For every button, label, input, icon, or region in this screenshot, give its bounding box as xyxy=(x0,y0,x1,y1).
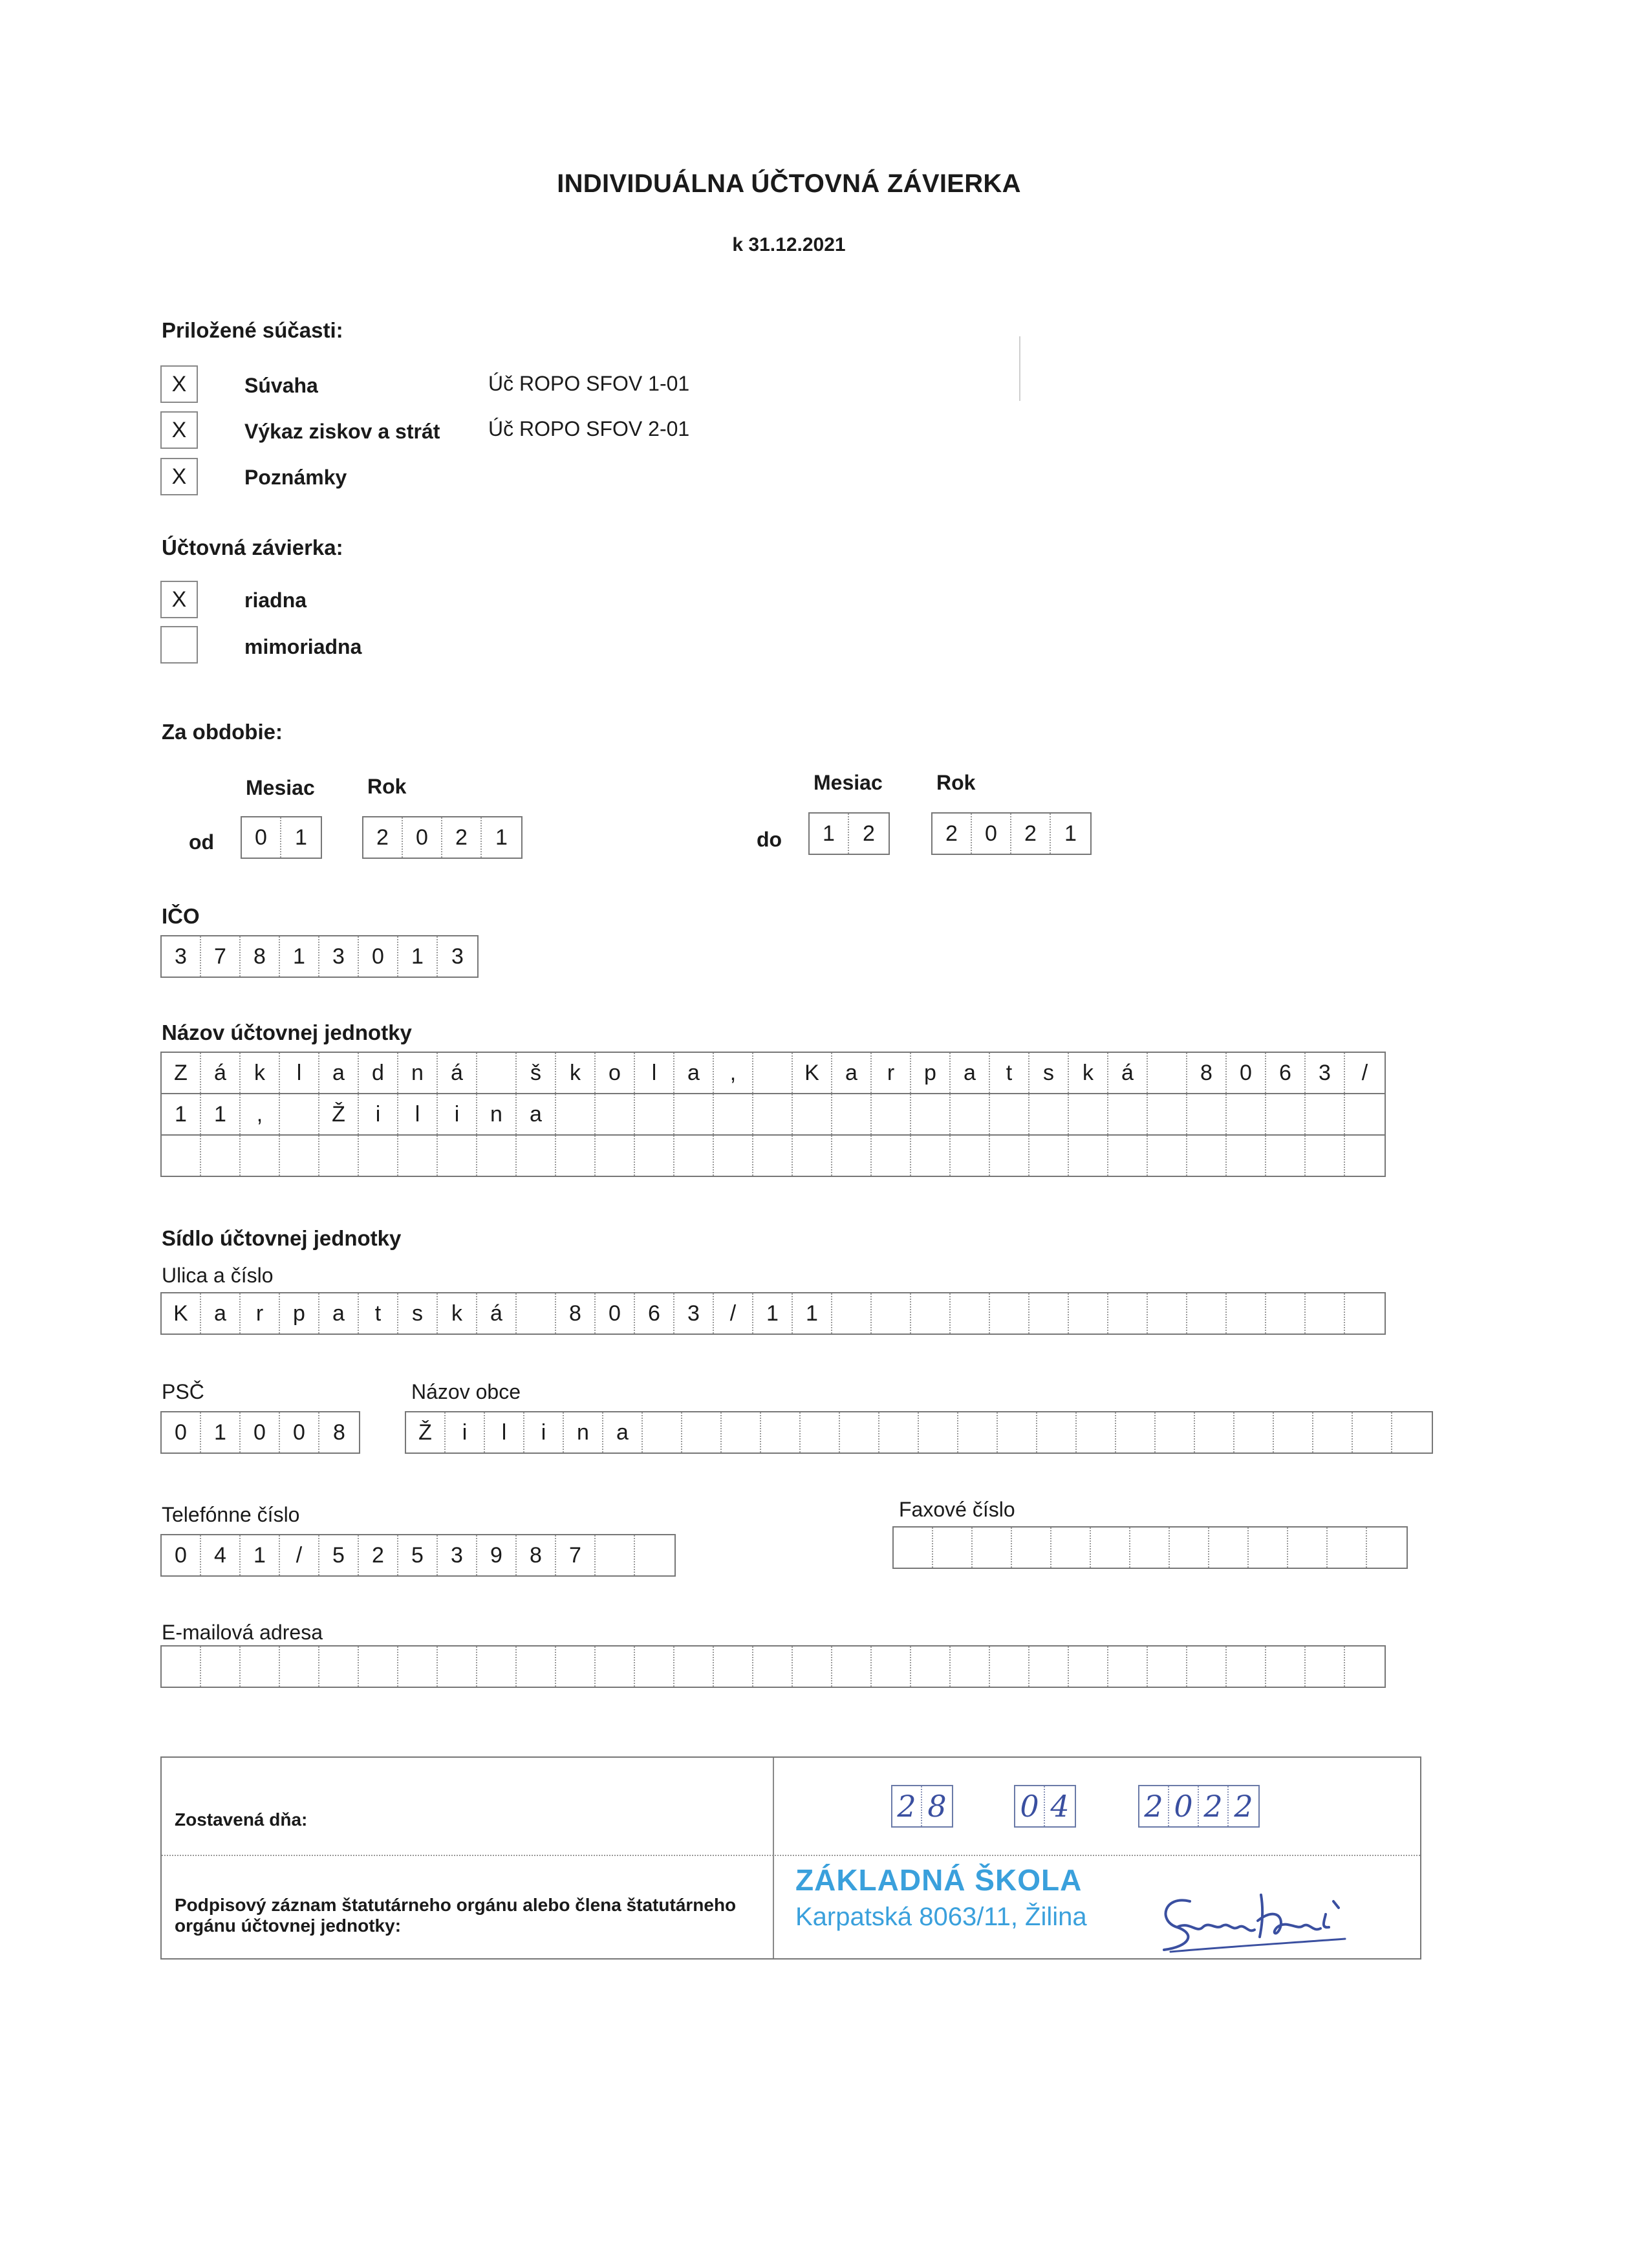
handwritten-signature xyxy=(1151,1875,1371,1960)
char-cell xyxy=(674,1136,714,1176)
char-cell: r xyxy=(241,1293,280,1334)
char-cell xyxy=(911,1094,951,1134)
char-cell xyxy=(714,1094,753,1134)
char-cell xyxy=(911,1293,951,1334)
char-cell xyxy=(1051,1528,1091,1568)
char-cell xyxy=(517,1293,556,1334)
digit-cell: 0 xyxy=(280,1412,319,1453)
digit-cell: 3 xyxy=(319,936,359,977)
signature-record-label: Podpisový záznam štatutárneho orgánu alebo člena štatutárneho orgánu účtovnej jednotky: xyxy=(175,1895,737,1936)
char-cell xyxy=(1077,1412,1116,1453)
closure-label-riadna: riadna xyxy=(244,589,307,612)
char-cell: 1 xyxy=(241,1535,280,1575)
char-cell xyxy=(682,1412,722,1453)
compiled-day-boxes[interactable] xyxy=(891,1785,953,1828)
char-cell xyxy=(1187,1647,1227,1687)
char-cell xyxy=(1227,1647,1266,1687)
char-cell: á xyxy=(477,1293,517,1334)
char-cell xyxy=(1227,1293,1266,1334)
checkbox-poznamky[interactable]: X xyxy=(160,458,198,495)
char-cell xyxy=(517,1647,556,1687)
from-year-boxes[interactable] xyxy=(362,816,523,859)
char-cell xyxy=(1091,1528,1130,1568)
char-cell xyxy=(990,1647,1029,1687)
char-cell xyxy=(1029,1293,1069,1334)
char-cell xyxy=(319,1136,359,1176)
char-cell xyxy=(832,1136,872,1176)
char-cell: / xyxy=(280,1535,319,1575)
char-cell: 4 xyxy=(201,1535,241,1575)
table-divider xyxy=(773,1758,774,1958)
char-cell: Ž xyxy=(319,1094,359,1134)
char-cell xyxy=(1148,1293,1187,1334)
fax-boxes[interactable] xyxy=(892,1526,1408,1569)
char-cell: a xyxy=(201,1293,241,1334)
digit-cell: 1 xyxy=(810,814,849,854)
to-month-label: Mesiac xyxy=(814,771,883,794)
stamp-school-name: ZÁKLADNÁ ŠKOLA xyxy=(795,1863,1083,1897)
char-cell: i xyxy=(359,1094,398,1134)
char-cell xyxy=(753,1136,793,1176)
char-cell xyxy=(477,1053,517,1093)
digit-cell: 0 xyxy=(359,936,398,977)
char-cell: 3 xyxy=(438,1535,477,1575)
char-cell xyxy=(1345,1293,1385,1334)
char-cell xyxy=(517,1136,556,1176)
char-cell: d xyxy=(359,1053,398,1093)
char-cell: 3 xyxy=(674,1293,714,1334)
char-cell xyxy=(635,1094,674,1134)
char-cell xyxy=(1288,1528,1328,1568)
char-cell xyxy=(832,1647,872,1687)
char-cell xyxy=(1306,1293,1345,1334)
document-date: k 31.12.2021 xyxy=(732,234,846,255)
digit-cell: 8 xyxy=(333,1420,345,1445)
char-cell xyxy=(1108,1094,1148,1134)
char-cell xyxy=(280,1094,319,1134)
char-cell xyxy=(872,1094,911,1134)
document-title: INDIVIDUÁLNA ÚČTOVNÁ ZÁVIERKA xyxy=(557,169,1021,198)
city-boxes[interactable] xyxy=(405,1411,1433,1454)
char-cell xyxy=(438,1647,477,1687)
char-cell xyxy=(162,1647,201,1687)
char-cell xyxy=(1266,1293,1306,1334)
char-cell: o xyxy=(596,1053,635,1093)
digit-cell: 3 xyxy=(162,936,201,977)
char-cell xyxy=(1029,1647,1069,1687)
char-cell xyxy=(1069,1647,1108,1687)
char-cell xyxy=(1187,1136,1227,1176)
char-cell xyxy=(919,1412,958,1453)
char-cell xyxy=(280,1136,319,1176)
digit-cell: 4 xyxy=(1050,1789,1070,1824)
stamp-school-address: Karpatská 8063/11, Žilina xyxy=(795,1903,1087,1931)
char-cell xyxy=(872,1136,911,1176)
char-cell: 2 xyxy=(359,1535,398,1575)
char-cell xyxy=(998,1412,1037,1453)
char-cell: Z xyxy=(162,1053,201,1093)
attachments-heading: Priložené súčasti: xyxy=(162,318,343,342)
char-cell: t xyxy=(990,1053,1029,1093)
char-cell xyxy=(1012,1528,1051,1568)
digit-cell: 2 xyxy=(863,821,875,846)
char-cell: a xyxy=(319,1053,359,1093)
char-cell: n xyxy=(398,1053,438,1093)
table-divider xyxy=(162,1855,1420,1856)
char-cell xyxy=(241,1647,280,1687)
entity-name-heading: Názov účtovnej jednotky xyxy=(162,1021,412,1044)
char-cell xyxy=(556,1647,596,1687)
char-cell xyxy=(1148,1053,1187,1093)
char-cell: 7 xyxy=(556,1535,596,1575)
char-cell: , xyxy=(241,1094,280,1134)
char-cell xyxy=(793,1647,832,1687)
char-cell: 6 xyxy=(635,1293,674,1334)
char-cell xyxy=(635,1647,674,1687)
char-cell: s xyxy=(398,1293,438,1334)
char-cell xyxy=(1313,1412,1353,1453)
psc-label: PSČ xyxy=(162,1380,204,1403)
char-cell xyxy=(1069,1293,1108,1334)
char-cell xyxy=(753,1647,793,1687)
char-cell: / xyxy=(714,1293,753,1334)
char-cell xyxy=(933,1528,973,1568)
checkbox-vykaz[interactable]: X xyxy=(160,411,198,449)
digit-cell: 1 xyxy=(280,936,319,977)
char-cell xyxy=(1345,1136,1385,1176)
char-cell: , xyxy=(714,1053,753,1093)
char-cell: 9 xyxy=(477,1535,517,1575)
char-cell xyxy=(1069,1136,1108,1176)
char-cell xyxy=(477,1136,517,1176)
digit-cell: 2 xyxy=(1234,1789,1253,1824)
char-cell xyxy=(1306,1136,1345,1176)
checkbox-riadna[interactable]: X xyxy=(160,581,198,618)
char-cell xyxy=(477,1647,517,1687)
char-cell xyxy=(201,1136,241,1176)
to-year-label: Rok xyxy=(936,771,976,794)
char-cell: 8 xyxy=(1187,1053,1227,1093)
char-cell xyxy=(1345,1094,1385,1134)
char-cell xyxy=(556,1136,596,1176)
char-cell: K xyxy=(162,1293,201,1334)
phone-boxes[interactable] xyxy=(160,1534,676,1577)
char-cell xyxy=(894,1528,933,1568)
char-cell xyxy=(1130,1528,1170,1568)
char-cell xyxy=(1069,1094,1108,1134)
char-cell xyxy=(674,1647,714,1687)
char-cell xyxy=(1156,1412,1195,1453)
char-cell: a xyxy=(319,1293,359,1334)
char-cell xyxy=(201,1647,241,1687)
char-cell xyxy=(556,1094,596,1134)
char-cell: t xyxy=(359,1293,398,1334)
to-month-boxes[interactable] xyxy=(808,812,890,855)
compiled-date-label: Zostavená dňa: xyxy=(175,1809,308,1830)
char-cell xyxy=(1266,1094,1306,1134)
char-cell: n xyxy=(477,1094,517,1134)
char-cell: i xyxy=(524,1412,564,1453)
char-cell: l xyxy=(485,1412,524,1453)
digit-cell: 0 xyxy=(403,817,442,858)
digit-cell: 0 xyxy=(1015,1786,1045,1826)
entity-name-row-3[interactable] xyxy=(160,1134,1386,1177)
to-label: do xyxy=(757,828,782,851)
email-label: E-mailová adresa xyxy=(162,1621,323,1644)
char-cell: i xyxy=(438,1094,477,1134)
char-cell: l xyxy=(280,1053,319,1093)
checkbox-mimoriadna[interactable] xyxy=(160,626,198,664)
char-cell: 1 xyxy=(162,1094,201,1134)
closure-label-mimoriadna: mimoriadna xyxy=(244,635,362,658)
digit-cell: 0 xyxy=(972,814,1011,854)
char-cell xyxy=(241,1136,280,1176)
char-cell xyxy=(1227,1136,1266,1176)
digit-cell: 7 xyxy=(201,936,241,977)
char-cell: á xyxy=(438,1053,477,1093)
char-cell xyxy=(1367,1528,1406,1568)
digit-cell: 2 xyxy=(1139,1786,1169,1826)
char-cell: k xyxy=(556,1053,596,1093)
char-cell xyxy=(1148,1136,1187,1176)
digit-cell: 2 xyxy=(932,814,972,854)
digit-cell: 8 xyxy=(927,1789,947,1824)
to-year-boxes[interactable] xyxy=(931,812,1092,855)
char-cell xyxy=(832,1094,872,1134)
digit-cell: 2 xyxy=(1011,814,1051,854)
char-cell: á xyxy=(1108,1053,1148,1093)
char-cell xyxy=(596,1094,635,1134)
attachment-label-poznamky: Poznámky xyxy=(244,466,347,489)
char-cell xyxy=(722,1412,761,1453)
char-cell: p xyxy=(911,1053,951,1093)
char-cell xyxy=(162,1136,201,1176)
char-cell: k xyxy=(1069,1053,1108,1093)
char-cell xyxy=(596,1535,635,1575)
compiled-month-boxes[interactable] xyxy=(1014,1785,1076,1828)
char-cell xyxy=(674,1094,714,1134)
scan-mark xyxy=(1019,336,1020,401)
char-cell xyxy=(1108,1136,1148,1176)
char-cell xyxy=(635,1136,674,1176)
char-cell xyxy=(872,1293,911,1334)
compiled-year-boxes[interactable] xyxy=(1138,1785,1260,1828)
char-cell xyxy=(840,1412,879,1453)
digit-cell: 2 xyxy=(442,817,482,858)
from-year-label: Rok xyxy=(367,775,407,798)
char-cell xyxy=(1029,1094,1069,1134)
from-label: od xyxy=(189,830,215,854)
ico-boxes[interactable] xyxy=(160,935,479,978)
char-cell xyxy=(1306,1647,1345,1687)
entity-name-row-2[interactable] xyxy=(160,1093,1386,1136)
char-cell: k xyxy=(438,1293,477,1334)
char-cell xyxy=(879,1412,919,1453)
char-cell xyxy=(1209,1528,1249,1568)
char-cell: 8 xyxy=(517,1535,556,1575)
digit-cell: 1 xyxy=(495,825,508,850)
char-cell: l xyxy=(635,1053,674,1093)
char-cell xyxy=(1116,1412,1156,1453)
char-cell xyxy=(990,1136,1029,1176)
digit-cell: 0 xyxy=(1169,1786,1199,1826)
char-cell xyxy=(280,1647,319,1687)
char-cell: a xyxy=(517,1094,556,1134)
char-cell: 1 xyxy=(753,1293,793,1334)
char-cell: p xyxy=(280,1293,319,1334)
char-cell: 1 xyxy=(201,1094,241,1134)
char-cell: / xyxy=(1361,1060,1368,1085)
phone-label: Telefónne číslo xyxy=(162,1503,300,1526)
char-cell: 3 xyxy=(1306,1053,1345,1093)
char-cell xyxy=(1195,1412,1234,1453)
char-cell: a xyxy=(674,1053,714,1093)
char-cell xyxy=(1274,1412,1313,1453)
char-cell xyxy=(1037,1412,1077,1453)
digit-cell: 1 xyxy=(1064,821,1077,846)
char-cell xyxy=(793,1094,832,1134)
attachment-label-vykaz: Výkaz ziskov a strát xyxy=(244,420,440,443)
email-boxes[interactable] xyxy=(160,1645,1386,1688)
char-cell xyxy=(911,1136,951,1176)
char-cell xyxy=(958,1412,998,1453)
char-cell xyxy=(951,1094,990,1134)
char-cell: á xyxy=(201,1053,241,1093)
char-cell xyxy=(1187,1293,1227,1334)
char-cell xyxy=(1227,1094,1266,1134)
char-cell xyxy=(635,1535,674,1575)
char-cell xyxy=(359,1136,398,1176)
char-cell xyxy=(1345,1647,1385,1687)
char-cell: 5 xyxy=(398,1535,438,1575)
checkbox-suvaha[interactable]: X xyxy=(160,365,198,403)
entity-name-row-1[interactable] xyxy=(160,1052,1386,1094)
char-cell: i xyxy=(446,1412,485,1453)
from-month-boxes[interactable] xyxy=(241,816,322,859)
char-cell: 0 xyxy=(162,1535,201,1575)
char-cell xyxy=(438,1136,477,1176)
char-cell: l xyxy=(398,1094,438,1134)
char-cell: a xyxy=(603,1412,643,1453)
char-cell xyxy=(1306,1094,1345,1134)
digit-cell: 3 xyxy=(451,944,464,969)
char-cell: 6 xyxy=(1266,1053,1306,1093)
char-cell xyxy=(801,1412,840,1453)
digit-cell: 2 xyxy=(892,1786,922,1826)
char-cell xyxy=(753,1094,793,1134)
digit-cell: 1 xyxy=(201,1412,241,1453)
char-cell xyxy=(753,1053,793,1093)
digit-cell: 2 xyxy=(363,817,403,858)
char-cell xyxy=(973,1528,1012,1568)
char-cell xyxy=(872,1647,911,1687)
char-cell: 0 xyxy=(1227,1053,1266,1093)
char-cell: 1 xyxy=(793,1293,832,1334)
char-cell xyxy=(1392,1412,1432,1453)
psc-boxes[interactable] xyxy=(160,1411,360,1454)
char-cell: K xyxy=(793,1053,832,1093)
char-cell: 8 xyxy=(556,1293,596,1334)
char-cell xyxy=(793,1136,832,1176)
char-cell xyxy=(1266,1647,1306,1687)
char-cell xyxy=(1148,1647,1187,1687)
char-cell xyxy=(1187,1094,1227,1134)
char-cell xyxy=(359,1647,398,1687)
char-cell xyxy=(714,1136,753,1176)
attachment-code-vykaz: Úč ROPO SFOV 2-01 xyxy=(488,417,690,440)
char-cell xyxy=(761,1412,801,1453)
closure-type-heading: Účtovná závierka: xyxy=(162,535,343,559)
seat-heading: Sídlo účtovnej jednotky xyxy=(162,1226,402,1250)
char-cell: 0 xyxy=(596,1293,635,1334)
char-cell xyxy=(714,1647,753,1687)
char-cell xyxy=(643,1412,682,1453)
char-cell: 5 xyxy=(319,1535,359,1575)
digit-cell: 8 xyxy=(241,936,280,977)
char-cell xyxy=(1148,1094,1187,1134)
char-cell xyxy=(1266,1136,1306,1176)
char-cell xyxy=(1234,1412,1274,1453)
digit-cell: 1 xyxy=(295,825,307,850)
char-cell: r xyxy=(872,1053,911,1093)
char-cell: Ž xyxy=(406,1412,446,1453)
digit-cell: 0 xyxy=(242,817,281,858)
digit-cell: 0 xyxy=(241,1412,280,1453)
char-cell xyxy=(319,1647,359,1687)
char-cell xyxy=(596,1136,635,1176)
char-cell xyxy=(951,1136,990,1176)
char-cell: š xyxy=(517,1053,556,1093)
char-cell xyxy=(398,1647,438,1687)
char-cell xyxy=(951,1293,990,1334)
char-cell xyxy=(1249,1528,1288,1568)
char-cell xyxy=(1108,1647,1148,1687)
fax-label: Faxové číslo xyxy=(899,1498,1015,1521)
digit-cell: 1 xyxy=(398,936,438,977)
street-boxes[interactable] xyxy=(160,1292,1386,1335)
street-label: Ulica a číslo xyxy=(162,1264,274,1287)
attachment-code-suvaha: Úč ROPO SFOV 1-01 xyxy=(488,372,690,395)
char-cell xyxy=(1170,1528,1209,1568)
char-cell xyxy=(1328,1528,1367,1568)
char-cell: k xyxy=(241,1053,280,1093)
digit-cell: 2 xyxy=(1199,1786,1229,1826)
char-cell xyxy=(398,1136,438,1176)
ico-label: IČO xyxy=(162,904,200,928)
attachment-label-suvaha: Súvaha xyxy=(244,374,318,397)
from-month-label: Mesiac xyxy=(246,776,315,799)
char-cell: a xyxy=(951,1053,990,1093)
char-cell xyxy=(990,1293,1029,1334)
char-cell xyxy=(832,1293,872,1334)
char-cell xyxy=(1029,1136,1069,1176)
char-cell: s xyxy=(1029,1053,1069,1093)
char-cell: a xyxy=(832,1053,872,1093)
city-label: Názov obce xyxy=(411,1380,521,1403)
char-cell xyxy=(951,1647,990,1687)
char-cell xyxy=(1108,1293,1148,1334)
char-cell: n xyxy=(564,1412,603,1453)
char-cell xyxy=(990,1094,1029,1134)
char-cell xyxy=(1353,1412,1392,1453)
char-cell xyxy=(596,1647,635,1687)
digit-cell: 0 xyxy=(162,1412,201,1453)
char-cell xyxy=(911,1647,951,1687)
period-heading: Za obdobie: xyxy=(162,720,283,744)
